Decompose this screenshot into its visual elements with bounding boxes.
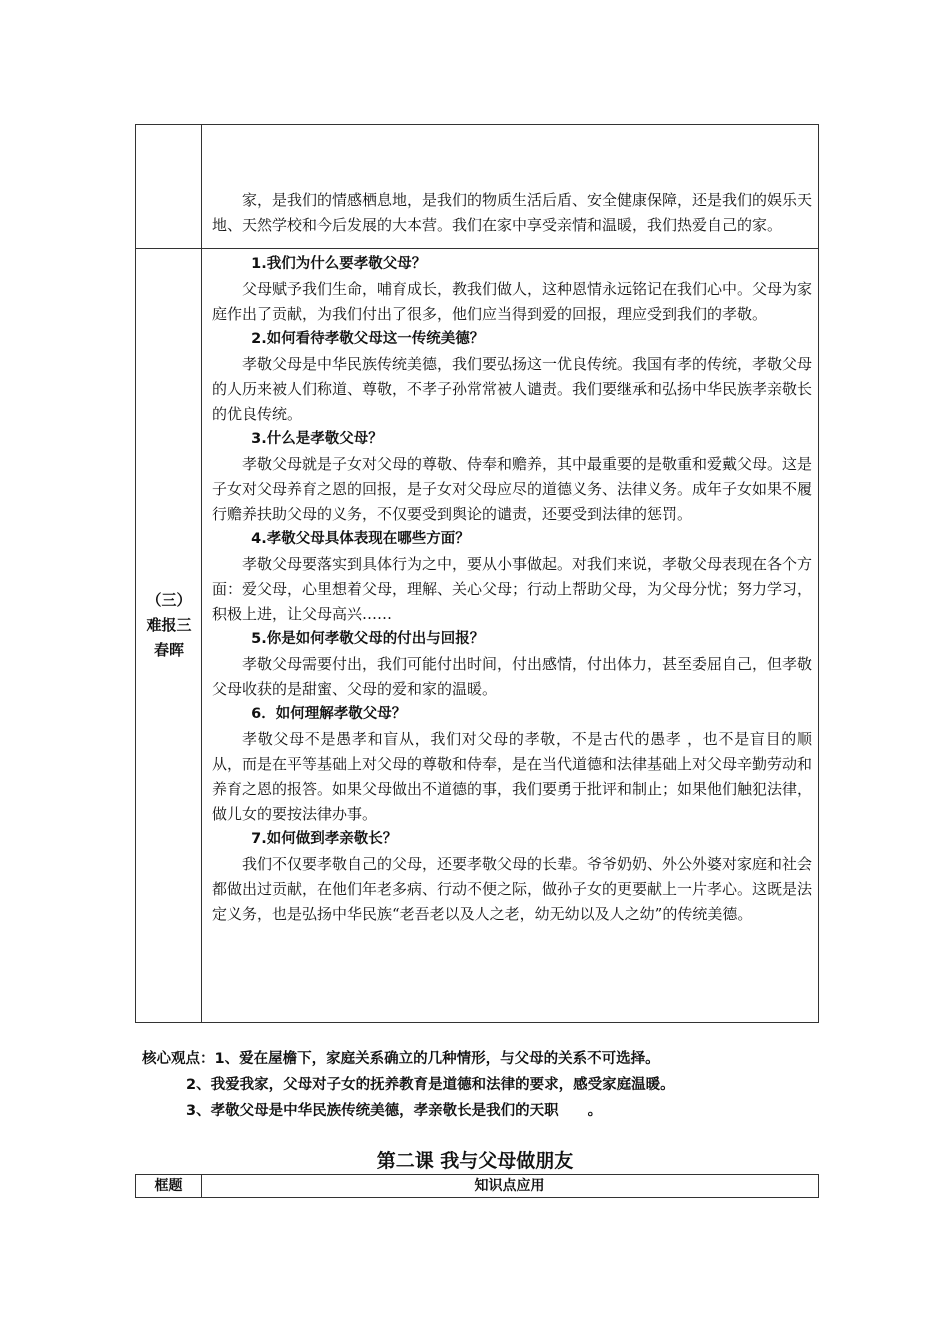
core-point-2: 2、我爱我家，父母对子女的抚养教育是道德和法律的要求，感受家庭温暖。	[186, 1077, 675, 1093]
question-7: 7.如何做到孝亲敬长？	[251, 831, 398, 847]
section-label-line-2: 难报三	[146, 616, 192, 634]
table-row-divider	[136, 248, 818, 249]
lesson-title: 第二课 我与父母做朋友	[376, 1150, 574, 1172]
answer-4: 孝敬父母要落实到具体行为之中，要从小事做起。对我们来说，孝敬父母表现在各个方面：爱父母，心里想着父母，理解、关心父母；行动上帮助父母，为父母分忧；努力学习，积极上进，让父母高兴……	[212, 555, 813, 623]
answer-5: 孝敬父母需要付出，我们可能付出时间，付出感情，付出体力，甚至委屈自己，但孝敬父母收获的是甜蜜、父母的爱和家的温暖。	[212, 655, 813, 698]
section-label-line-1: （三）	[146, 591, 192, 609]
header-col-frame-title: 框题	[154, 1178, 183, 1194]
question-2: 2.如何看待孝敬父母这一传统美德？	[251, 331, 485, 347]
core-point-3: 3、孝敬父母是中华民族传统美德，孝亲敬长是我们的天职 。	[186, 1103, 603, 1119]
question-5: 5.你是如何孝敬父母的付出与回报？	[251, 631, 485, 647]
table-column-divider	[201, 125, 202, 1022]
question-3: 3.什么是孝敬父母？	[251, 431, 383, 447]
header-col-knowledge: 知识点应用	[474, 1178, 545, 1194]
question-1: 1.我们为什么要孝敬父母？	[251, 256, 427, 272]
section-label-line-3: 春晖	[153, 641, 184, 659]
answer-6: 孝敬父母不是愚孝和盲从，我们对父母的孝敬，不是古代的愚孝 ，也不是盲目的顺从，而是在平等基础上对父母的尊敬和侍奉，是在当代道德和法律基础上对父母辛勤劳动和养育之恩的报答。如果父母做出不道德的事，我们要勇于批评和制止；如果他们触犯法律，做儿女的要按法律办事。	[212, 730, 813, 823]
answer-3: 孝敬父母就是子女对父母的尊敬、侍奉和赡养，其中最重要的是敬重和爱戴父母。这是子女对父母养育之恩的回报，是子女对父母应尽的道德义务、法律义务。成年子女如果不履行赡养扶助父母的义务，不仅要受到舆论的谴责，还要受到法律的惩罚。	[212, 455, 813, 523]
top-row-text: 家，是我们的情感栖息地，是我们的物质生活后盾、安全健康保障，还是我们的娱乐天地、天然学校和今后发展的大本营。我们在家中享受亲情和温暖，我们热爱自己的家。	[212, 191, 813, 234]
question-4: 4.孝敬父母具体表现在哪些方面？	[251, 531, 470, 547]
question-6: 6．如何理解孝敬父母？	[251, 706, 407, 722]
answer-2: 孝敬父母是中华民族传统美德，我们要弘扬这一优良传统。我国有孝的传统，孝敬父母的人历来被人们称道、尊敬，不孝子孙常常被人谴责。我们要继承和弘扬中华民族孝亲敬长的优良传统。	[212, 355, 813, 423]
section-label	[137, 588, 201, 663]
qa-content	[212, 252, 812, 927]
core-point-1: 核心观点：1、爱在屋檐下，家庭关系确立的几种情形，与父母的关系不可选择。	[142, 1051, 660, 1067]
answer-7: 我们不仅要孝敬自己的父母，还要孝敬父母的长辈。爷爷奶奶、外公外婆对家庭和社会都做出过贡献，在他们年老多病、行动不便之际，做孙子女的更要献上一片孝心。这既是法定义务，也是弘扬中华民族“老吾老以及人之老，幼无幼以及人之幼”的传统美德。	[212, 855, 813, 923]
answer-1: 父母赋予我们生命，哺育成长，教我们做人，这种恩情永远铭记在我们心中。父母为家庭作出了贡献，为我们付出了很多，他们应当得到爱的回报，理应受到我们的孝敬。	[212, 280, 813, 323]
